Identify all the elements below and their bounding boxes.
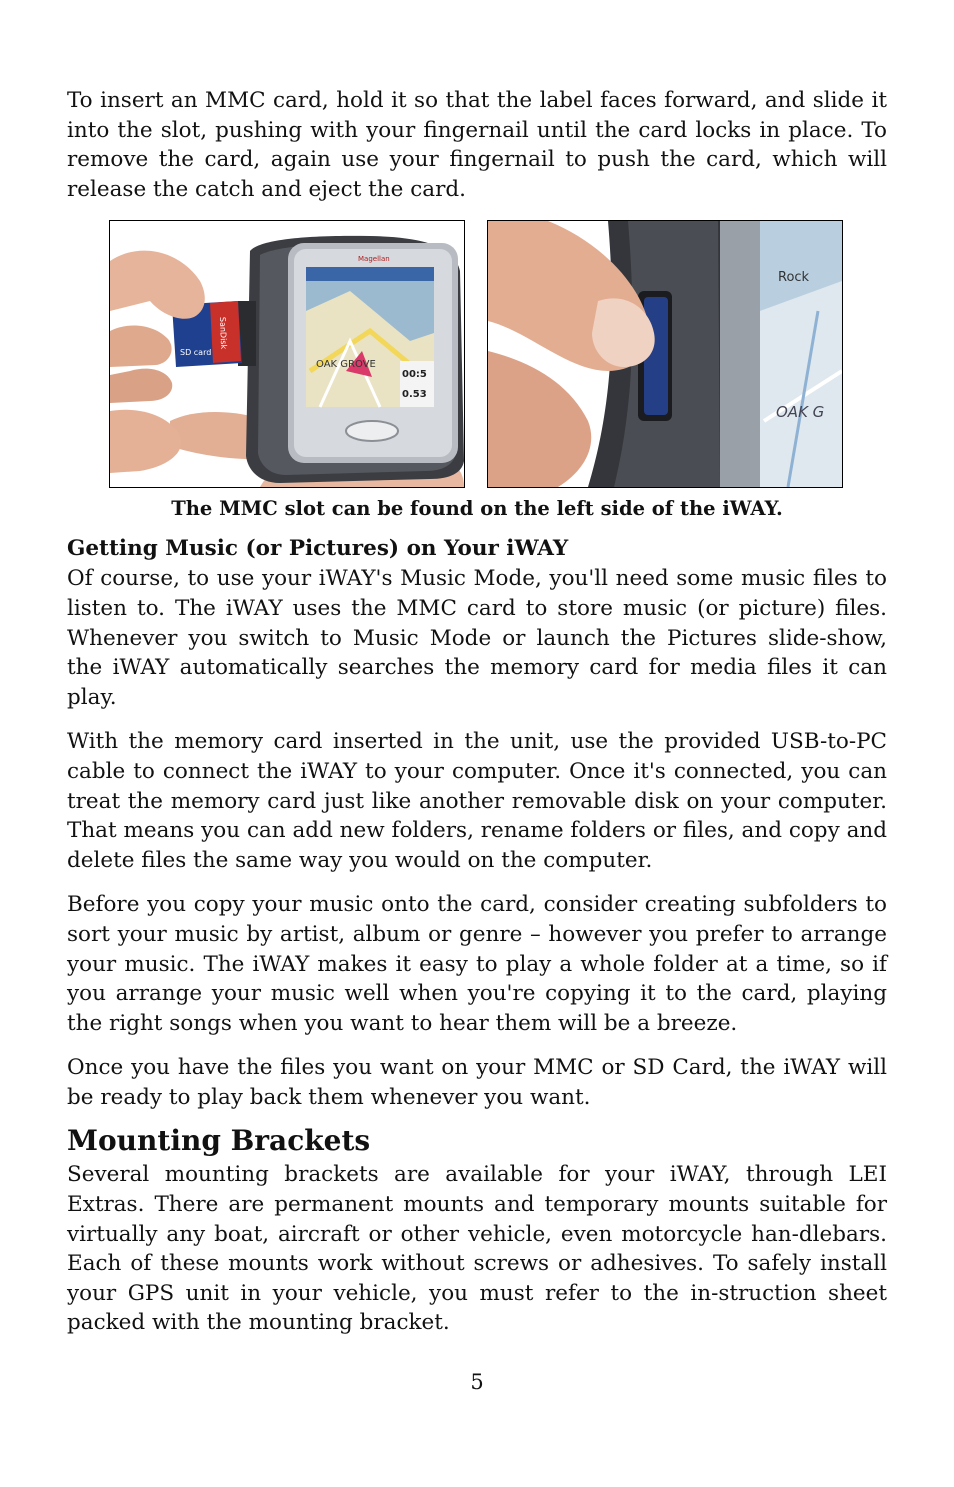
music-paragraph-3: Before you copy your music onto the card, consider creating subfolders to sort your music by artist, album or genre – however you prefer to arrange your music. The iWAY makes it easy to play a whole folder at a time, so if you arrange your music well when you're copying it to the card, playing the right songs when you want to hear them will be a breeze. bbox=[67, 892, 887, 1036]
mounting-heading: Mounting Brackets bbox=[67, 1124, 371, 1158]
music-paragraph-4: Once you have the files you want on your MMC or SD Card, the iWAY will be ready to play back them whenever you want. bbox=[67, 1055, 887, 1110]
card-type-label: SD card bbox=[180, 348, 212, 358]
photo-insert-card bbox=[109, 220, 465, 488]
map-label-oak: OAK G bbox=[776, 403, 825, 422]
card-brand-label: SanDisk bbox=[218, 317, 229, 350]
map-distance: 0.53 bbox=[402, 389, 427, 401]
mounting-paragraph: Several mounting brackets are available for your iWAY, through LEI Extras. There are permanent mounts and temporary mounts suitable for virtually any boat, aircraft or other vehicle, even motorcycle han-dlebars. Each of these mounts work without screws or adhesives. To safely install your GPS unit in your vehicle, you must refer to the in-struction sheet packed with the mounting bracket. bbox=[67, 1162, 887, 1336]
page-number: 5 bbox=[470, 1370, 484, 1394]
figure-caption: The MMC slot can be found on the left side of the iWAY. bbox=[171, 497, 783, 521]
music-paragraph-1: Of course, to use your iWAY's Music Mode, you'll need some music files to listen to. The iWAY uses the MMC card to store music (or picture) files. Whenever you switch to Music Mode or launch the Pictures slide-show, the iWAY automatically searches the memory card for media files it can play. bbox=[67, 566, 887, 710]
brand-logo: Magellan bbox=[358, 255, 390, 264]
music-subheading: Getting Music (or Pictures) on Your iWAY bbox=[67, 536, 569, 562]
figure-row bbox=[67, 220, 887, 488]
intro-paragraph: To insert an MMC card, hold it so that the label faces forward, and slide it into the slot, pushing with your fingernail until the card locks in place. To remove the card, again use your fingernail to push the card, which will release the catch and eject the card. bbox=[67, 88, 887, 202]
photo-eject-card bbox=[487, 220, 843, 488]
page-content bbox=[67, 86, 887, 1338]
map-time: 00:5 bbox=[402, 369, 427, 381]
map-label-rock: Rock bbox=[778, 270, 810, 286]
music-paragraph-2: With the memory card inserted in the unit, use the provided USB-to-PC cable to connect the iWAY to your computer. Once it's connected, you can treat the memory card just like another removable disk on your computer. That means you can add new folders, rename folders or files, and copy and delete files the same way you would on the computer. bbox=[67, 729, 887, 873]
map-label-oak-grove: OAK GROVE bbox=[316, 359, 376, 371]
